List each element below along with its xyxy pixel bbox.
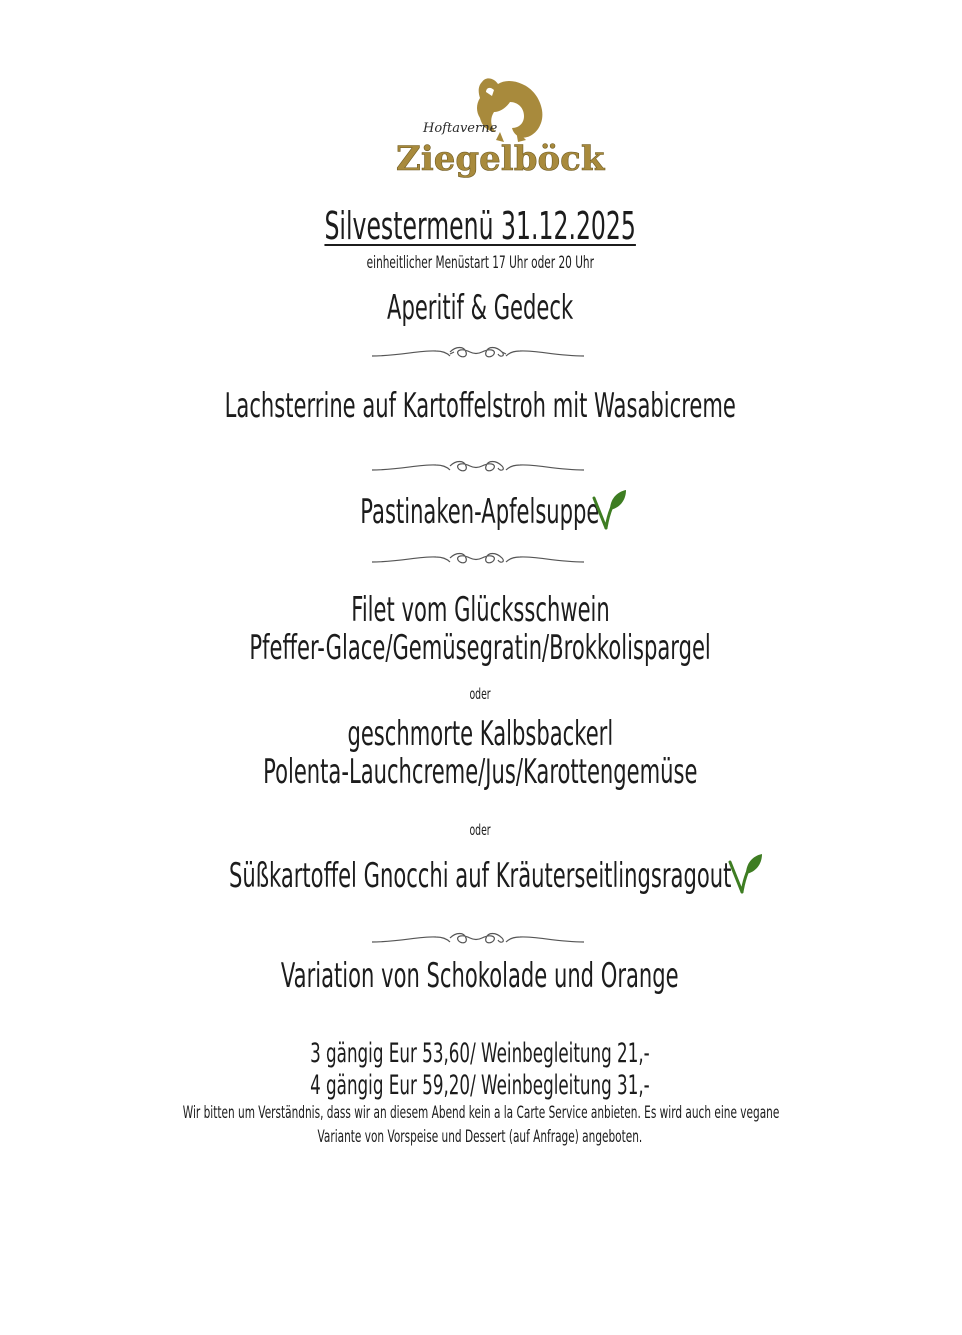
note-text-1: Wir bitten um Verständnis, dass wir an diesem Abend kein a la Carte Service anbieten. Es wird auch eine vegane [182, 1103, 780, 1123]
note-text-2: Variante von Vorspeise und Dessert (auf Anfrage) angeboten. [317, 1127, 643, 1147]
aperitif-text: Aperitif & Gedeck [386, 288, 574, 328]
vegetarian-leaf-icon [588, 488, 628, 532]
or-text: oder [469, 685, 491, 703]
note-line-1 [0, 1103, 960, 1123]
course-main3 [0, 856, 960, 896]
ornamental-divider-icon [370, 342, 586, 362]
ornamental-divider-icon [370, 456, 586, 476]
starter-text: Lachsterrine auf Kartoffelstroh mit Wasabicreme [224, 386, 736, 426]
note-line-2 [0, 1127, 960, 1147]
course-aperitif [0, 288, 960, 328]
logo-brand-text: Ziegelböck [396, 139, 605, 179]
goat-emblem-icon [390, 70, 605, 182]
soup-text: Pastinaken-Apfelsuppe [360, 492, 600, 532]
main2-sides-text: Polenta-Lauchcreme/Jus/Karottengemüse [262, 752, 698, 792]
course-soup [0, 492, 960, 532]
course-starter [0, 386, 960, 426]
menu-subtitle-row [0, 253, 960, 273]
or-separator-2 [0, 820, 960, 839]
course-dessert [0, 956, 960, 996]
price-line-1 [0, 1038, 960, 1069]
course-main2-sides [0, 752, 960, 792]
dessert-text: Variation von Schokolade und Orange [281, 956, 679, 996]
price-3-course: 3 gängig Eur 53,60/ Weinbegleitung 21,- [310, 1038, 650, 1069]
course-main1-title [0, 590, 960, 630]
vegetarian-leaf-icon [724, 852, 764, 896]
restaurant-logo [390, 70, 605, 182]
course-main1-sides [0, 628, 960, 668]
menu-subtitle: einheitlicher Menüstart 17 Uhr oder 20 Uhr [366, 253, 594, 273]
page-title: Silvestermenü 31.12.2025 [324, 204, 636, 248]
main2-title-text: geschmorte Kalbsbackerl [347, 714, 613, 754]
ornamental-divider-icon [370, 928, 586, 948]
main3-text: Süßkartoffel Gnocchi auf Kräuterseitlingsragout [228, 856, 732, 896]
or-text: oder [469, 821, 491, 839]
price-4-course: 4 gängig Eur 59,20/ Weinbegleitung 31,- [310, 1070, 650, 1101]
ornamental-divider-icon [370, 548, 586, 568]
main1-title-text: Filet vom Glücksschwein [350, 590, 610, 630]
course-main2-title [0, 714, 960, 754]
logo-small-text: Hoftaverne [423, 121, 498, 136]
main1-sides-text: Pfeffer-Glace/Gemüsegratin/Brokkolispargel [249, 628, 711, 668]
price-line-2 [0, 1070, 960, 1101]
menu-title [0, 204, 960, 248]
or-separator-1 [0, 684, 960, 703]
